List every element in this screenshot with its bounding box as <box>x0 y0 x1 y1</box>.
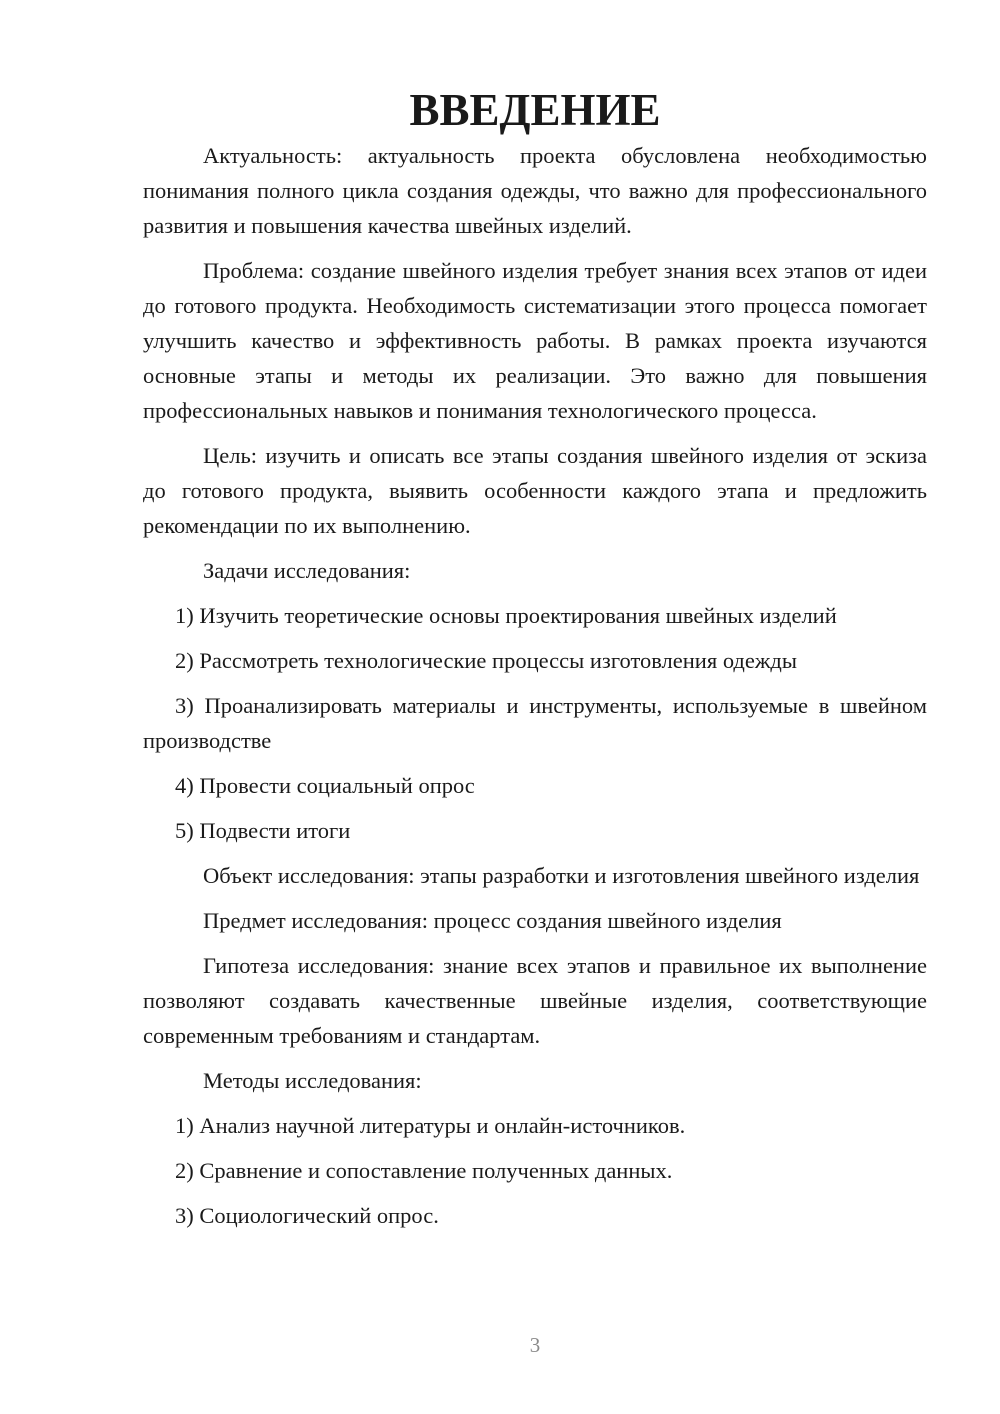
hypothesis-paragraph: Гипотеза исследования: знание всех этапов и правильное их выполнение позволяют создавать качественные швейные изделия, соответствующие современным требованиям и стандартам. <box>143 953 927 1048</box>
task-item-5: 5) Подвести итоги <box>175 818 351 843</box>
task-item-4: 4) Провести социальный опрос <box>175 773 475 798</box>
document-page <box>143 85 927 1243</box>
goal-paragraph: Цель: изучить и описать все этапы создания швейного изделия от эскиза до готового продукта, выявить особенности каждого этапа и предложить рекомендации по их выполнению. <box>143 443 927 538</box>
task-item-3: 3) Проанализировать материалы и инструменты, используемые в швейном производстве <box>143 693 927 753</box>
problem-paragraph: Проблема: создание швейного изделия требует знания всех этапов от идеи до готового продукта. Необходимость систематизации этого процесса помогает улучшить качество и эффективность работы. В рамках проекта изучаются основные этапы и методы их реализации. Это важно для повышения профессиональных навыков и понимания технологического процесса. <box>143 258 927 423</box>
subject-paragraph: Предмет исследования: процесс создания швейного изделия <box>203 908 782 933</box>
task-item-2: 2) Рассмотреть технологические процессы изготовления одежды <box>175 648 797 673</box>
relevance-paragraph: Актуальность: актуальность проекта обусловлена необходимостью понимания полного цикла создания одежды, что важно для профессионального развития и повышения качества швейных изделий. <box>143 143 927 238</box>
object-paragraph: Объект исследования: этапы разработки и изготовления швейного изделия <box>203 863 920 888</box>
method-item-2: 2) Сравнение и сопоставление полученных данных. <box>175 1158 673 1183</box>
task-item-1: 1) Изучить теоретические основы проектирования швейных изделий <box>175 603 837 628</box>
tasks-heading: Задачи исследования: <box>203 558 411 583</box>
methods-heading: Методы исследования: <box>203 1068 422 1093</box>
method-item-1: 1) Анализ научной литературы и онлайн-источников. <box>175 1113 686 1138</box>
page-number: 3 <box>529 1333 541 1357</box>
method-item-3: 3) Социологический опрос. <box>175 1203 439 1228</box>
section-title: ВВЕДЕНИЕ <box>409 85 661 135</box>
